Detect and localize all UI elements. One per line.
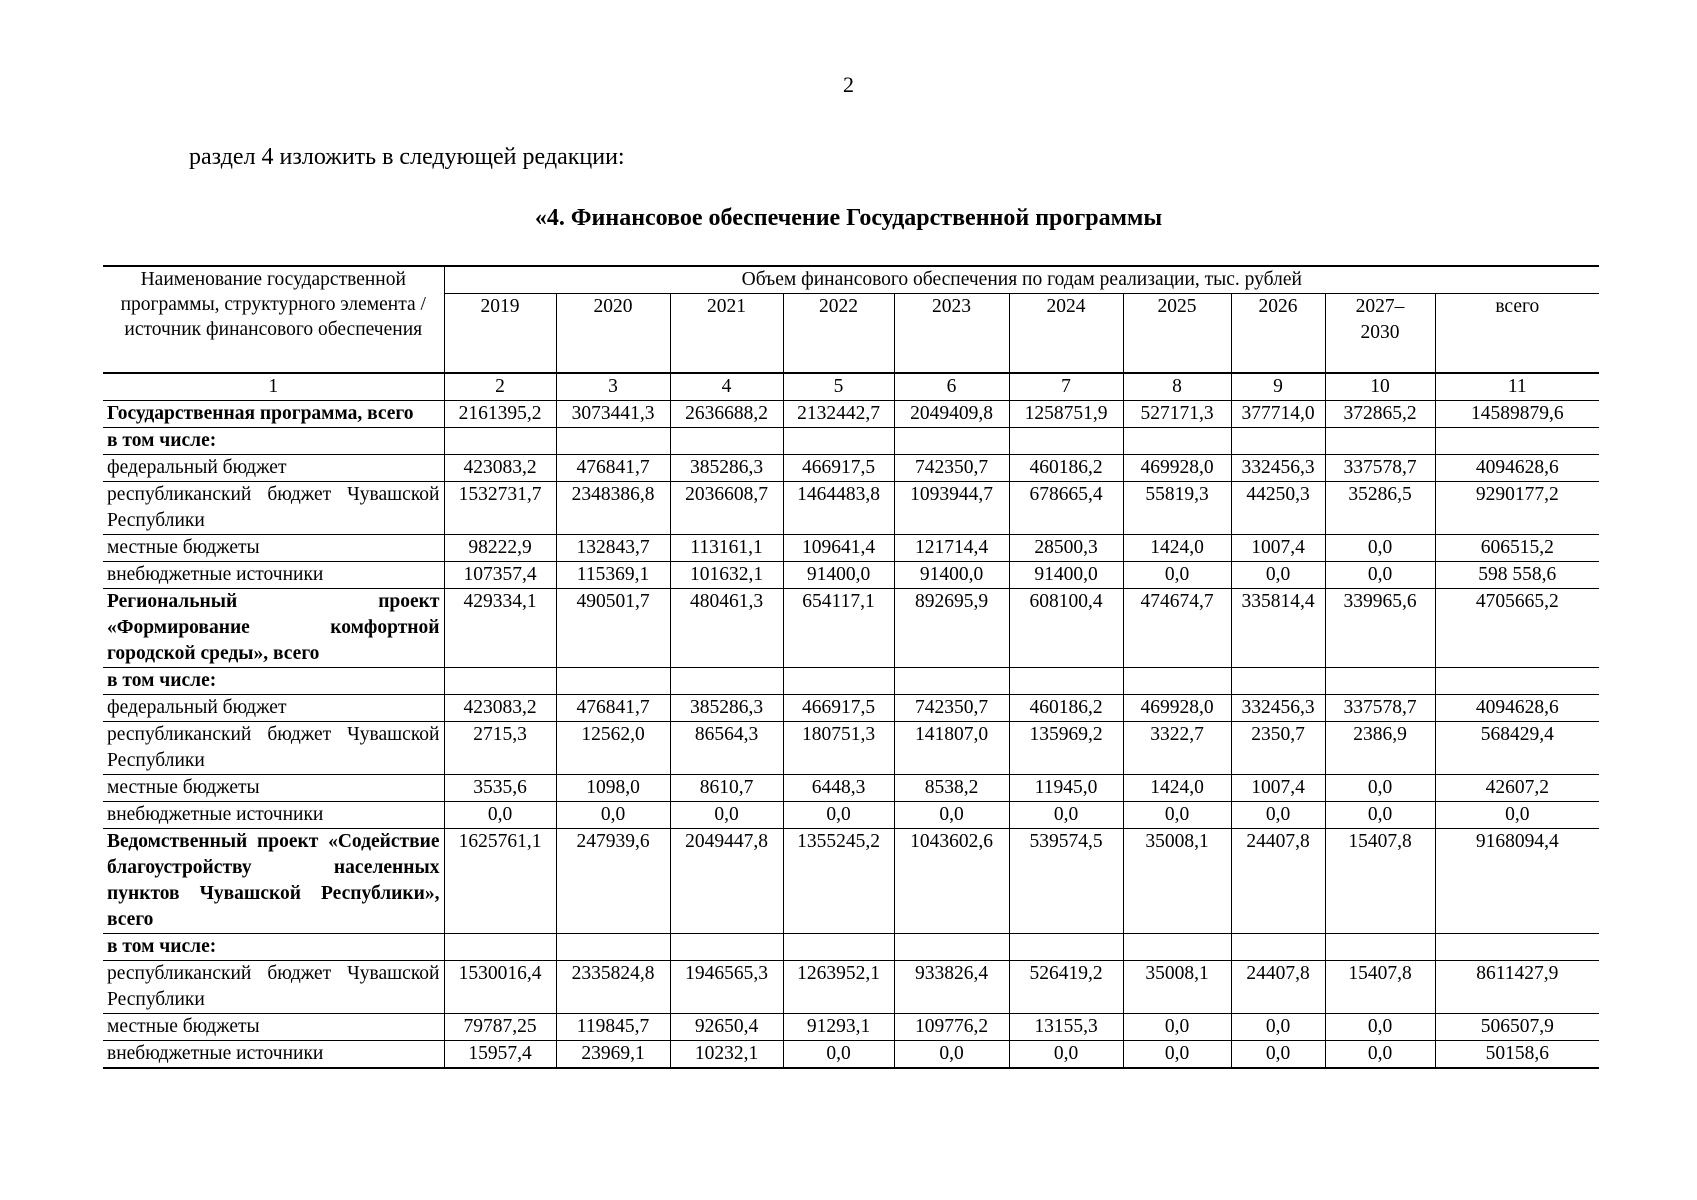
value-cell: 0,0 (1325, 535, 1435, 562)
table-row (103, 1041, 1599, 1069)
value-cell (894, 934, 1009, 961)
value-cell (1009, 428, 1123, 455)
value-cell: 1007,4 (1231, 535, 1325, 562)
row-name: республиканский бюджет Чувашской Республики (103, 961, 444, 1014)
value-cell: 0,0 (1009, 1041, 1123, 1069)
value-cell: 15407,8 (1325, 961, 1435, 1014)
value-cell: 9168094,4 (1435, 829, 1599, 934)
value-cell: 332456,3 (1231, 695, 1325, 722)
row-name: внебюджетные источники (103, 802, 444, 829)
value-cell (556, 428, 670, 455)
value-cell: 2715,3 (444, 722, 556, 775)
value-cell: 3073441,3 (556, 401, 670, 428)
value-cell: 0,0 (1325, 802, 1435, 829)
value-cell: 24407,8 (1231, 829, 1325, 934)
value-cell: 1093944,7 (894, 482, 1009, 535)
value-cell (670, 428, 783, 455)
value-cell: 526419,2 (1009, 961, 1123, 1014)
value-cell: 113161,1 (670, 535, 783, 562)
value-cell: 460186,2 (1009, 455, 1123, 482)
value-cell: 132843,7 (556, 535, 670, 562)
row-name: республиканский бюджет Чувашской Республики (103, 722, 444, 775)
section-title: «4. Финансовое обеспечение Государственной программы (534, 205, 1163, 231)
value-cell (894, 428, 1009, 455)
value-cell: 15407,8 (1325, 829, 1435, 934)
value-cell (1435, 668, 1599, 695)
value-cell: 2049447,8 (670, 829, 783, 934)
value-cell: 460186,2 (1009, 695, 1123, 722)
value-cell: 423083,2 (444, 455, 556, 482)
value-cell: 8610,7 (670, 775, 783, 802)
value-cell: 3322,7 (1123, 722, 1231, 775)
value-cell: 480461,3 (670, 589, 783, 668)
value-cell: 8611427,9 (1435, 961, 1599, 1014)
value-cell (894, 668, 1009, 695)
value-cell: 339965,6 (1325, 589, 1435, 668)
value-cell (1325, 934, 1435, 961)
value-cell: 606515,2 (1435, 535, 1599, 562)
value-cell: 1355245,2 (783, 829, 894, 934)
year-header: 2025 (1123, 294, 1231, 374)
value-cell: 423083,2 (444, 695, 556, 722)
value-cell: 0,0 (1231, 1041, 1325, 1069)
value-cell: 0,0 (1325, 1014, 1435, 1041)
value-cell: 91400,0 (783, 562, 894, 589)
value-cell: 0,0 (1123, 562, 1231, 589)
value-cell: 2132442,7 (783, 401, 894, 428)
table-row (103, 668, 1599, 695)
row-name: внебюджетные источники (103, 562, 444, 589)
value-cell: 135969,2 (1009, 722, 1123, 775)
value-cell: 1625761,1 (444, 829, 556, 934)
value-cell: 55819,3 (1123, 482, 1231, 535)
value-cell: 107357,4 (444, 562, 556, 589)
value-cell: 476841,7 (556, 455, 670, 482)
year-header: 2020 (556, 294, 670, 374)
value-cell: 1043602,6 (894, 829, 1009, 934)
row-name: в том числе: (103, 934, 444, 961)
value-cell: 4094628,6 (1435, 695, 1599, 722)
value-cell: 539574,5 (1009, 829, 1123, 934)
value-cell (1325, 428, 1435, 455)
value-cell: 337578,7 (1325, 695, 1435, 722)
value-cell: 0,0 (1123, 1041, 1231, 1069)
value-cell: 678665,4 (1009, 482, 1123, 535)
row-name: в том числе: (103, 428, 444, 455)
value-cell: 332456,3 (1231, 455, 1325, 482)
table-row (103, 961, 1599, 1014)
table-row (103, 934, 1599, 961)
value-cell (1325, 668, 1435, 695)
year-header: 2026 (1231, 294, 1325, 374)
row-name: в том числе: (103, 668, 444, 695)
value-cell: 2636688,2 (670, 401, 783, 428)
value-cell: 335814,4 (1231, 589, 1325, 668)
value-cell: 892695,9 (894, 589, 1009, 668)
value-cell: 86564,3 (670, 722, 783, 775)
column-number: 8 (1123, 373, 1231, 401)
year-header: 2022 (783, 294, 894, 374)
value-cell: 141807,0 (894, 722, 1009, 775)
value-cell (783, 428, 894, 455)
financing-table (103, 265, 1599, 1069)
value-cell: 0,0 (894, 802, 1009, 829)
value-cell (670, 668, 783, 695)
value-cell (1435, 428, 1599, 455)
value-cell: 10232,1 (670, 1041, 783, 1069)
value-cell: 1946565,3 (670, 961, 783, 1014)
value-cell (556, 668, 670, 695)
value-cell: 2386,9 (1325, 722, 1435, 775)
value-cell: 0,0 (444, 802, 556, 829)
column-number: 10 (1325, 373, 1435, 401)
value-cell: 0,0 (1231, 1014, 1325, 1041)
table-row (103, 589, 1599, 668)
year-header: 2021 (670, 294, 783, 374)
column-number: 2 (444, 373, 556, 401)
value-cell: 92650,4 (670, 1014, 783, 1041)
value-cell: 598 558,6 (1435, 562, 1599, 589)
value-cell: 50158,6 (1435, 1041, 1599, 1069)
value-cell: 429334,1 (444, 589, 556, 668)
value-cell (1009, 668, 1123, 695)
table-row (103, 535, 1599, 562)
value-cell: 0,0 (1231, 802, 1325, 829)
value-cell: 1424,0 (1123, 775, 1231, 802)
table-row (103, 401, 1599, 428)
value-cell: 0,0 (1009, 802, 1123, 829)
table-row (103, 428, 1599, 455)
value-cell: 15957,4 (444, 1041, 556, 1069)
value-cell: 469928,0 (1123, 695, 1231, 722)
table-row (103, 455, 1599, 482)
value-cell: 0,0 (1435, 802, 1599, 829)
value-cell: 3535,6 (444, 775, 556, 802)
value-cell: 119845,7 (556, 1014, 670, 1041)
table-row (103, 562, 1599, 589)
value-cell (783, 934, 894, 961)
value-cell: 14589879,6 (1435, 401, 1599, 428)
value-cell (1231, 934, 1325, 961)
value-cell: 24407,8 (1231, 961, 1325, 1014)
value-cell (783, 668, 894, 695)
value-cell: 466917,5 (783, 695, 894, 722)
table-row (103, 722, 1599, 775)
value-cell: 4705665,2 (1435, 589, 1599, 668)
row-name: местные бюджеты (103, 1014, 444, 1041)
value-cell: 506507,9 (1435, 1014, 1599, 1041)
value-cell: 337578,7 (1325, 455, 1435, 482)
row-name: внебюджетные источники (103, 1041, 444, 1069)
column-number: 5 (783, 373, 894, 401)
row-name: федеральный бюджет (103, 455, 444, 482)
value-cell: 933826,4 (894, 961, 1009, 1014)
value-cell: 469928,0 (1123, 455, 1231, 482)
value-cell (1123, 428, 1231, 455)
row-name: Государственная программа, всего (103, 401, 444, 428)
value-cell (1123, 668, 1231, 695)
value-cell: 180751,3 (783, 722, 894, 775)
table-row (103, 802, 1599, 829)
value-cell: 115369,1 (556, 562, 670, 589)
value-cell: 28500,3 (1009, 535, 1123, 562)
value-cell: 1424,0 (1123, 535, 1231, 562)
year-header: 2019 (444, 294, 556, 374)
value-cell: 2335824,8 (556, 961, 670, 1014)
value-cell: 654117,1 (783, 589, 894, 668)
value-cell: 0,0 (1231, 562, 1325, 589)
column-number: 7 (1009, 373, 1123, 401)
value-cell: 2161395,2 (444, 401, 556, 428)
header-row-top (103, 266, 1599, 294)
value-cell: 385286,3 (670, 695, 783, 722)
row-name: Региональный проект «Формирование комфортной городской среды», всего (103, 589, 444, 668)
value-cell: 121714,4 (894, 535, 1009, 562)
value-cell: 0,0 (1123, 802, 1231, 829)
value-cell: 1532731,7 (444, 482, 556, 535)
value-cell: 6448,3 (783, 775, 894, 802)
value-cell: 0,0 (670, 802, 783, 829)
page-number: 2 (843, 72, 854, 97)
volume-header: Объем финансового обеспечения по годам реализации, тыс. рублей (444, 266, 1599, 294)
value-cell: 11945,0 (1009, 775, 1123, 802)
row-name: республиканский бюджет Чувашской Республики (103, 482, 444, 535)
value-cell: 2049409,8 (894, 401, 1009, 428)
value-cell (444, 668, 556, 695)
year-header: 2024 (1009, 294, 1123, 374)
value-cell: 385286,3 (670, 455, 783, 482)
value-cell: 98222,9 (444, 535, 556, 562)
value-cell: 91293,1 (783, 1014, 894, 1041)
value-cell: 44250,3 (1231, 482, 1325, 535)
value-cell: 568429,4 (1435, 722, 1599, 775)
column-number: 11 (1435, 373, 1599, 401)
value-cell: 35008,1 (1123, 961, 1231, 1014)
column-number-row (103, 373, 1599, 401)
value-cell: 1098,0 (556, 775, 670, 802)
value-cell: 9290177,2 (1435, 482, 1599, 535)
value-cell (1009, 934, 1123, 961)
year-header: всего (1435, 294, 1599, 374)
value-cell: 1007,4 (1231, 775, 1325, 802)
value-cell: 372865,2 (1325, 401, 1435, 428)
table-row (103, 1014, 1599, 1041)
value-cell: 23969,1 (556, 1041, 670, 1069)
row-name: местные бюджеты (103, 775, 444, 802)
column-number: 6 (894, 373, 1009, 401)
value-cell: 0,0 (556, 802, 670, 829)
value-cell: 1530016,4 (444, 961, 556, 1014)
value-cell (444, 428, 556, 455)
value-cell: 42607,2 (1435, 775, 1599, 802)
value-cell: 1258751,9 (1009, 401, 1123, 428)
table-row (103, 482, 1599, 535)
value-cell (1231, 668, 1325, 695)
value-cell: 0,0 (1325, 1041, 1435, 1069)
table-row (103, 829, 1599, 934)
value-cell: 0,0 (1325, 562, 1435, 589)
value-cell: 79787,25 (444, 1014, 556, 1041)
value-cell: 742350,7 (894, 455, 1009, 482)
value-cell: 13155,3 (1009, 1014, 1123, 1041)
value-cell: 109776,2 (894, 1014, 1009, 1041)
value-cell: 12562,0 (556, 722, 670, 775)
value-cell: 8538,2 (894, 775, 1009, 802)
value-cell: 0,0 (783, 1041, 894, 1069)
value-cell: 476841,7 (556, 695, 670, 722)
column-number: 4 (670, 373, 783, 401)
value-cell: 2036608,7 (670, 482, 783, 535)
value-cell: 608100,4 (1009, 589, 1123, 668)
column-number: 1 (103, 373, 444, 401)
value-cell: 109641,4 (783, 535, 894, 562)
value-cell: 101632,1 (670, 562, 783, 589)
value-cell (1435, 934, 1599, 961)
row-name: местные бюджеты (103, 535, 444, 562)
value-cell: 2348386,8 (556, 482, 670, 535)
value-cell (444, 934, 556, 961)
column-number: 9 (1231, 373, 1325, 401)
intro-text: раздел 4 изложить в следующей редакции: (189, 144, 625, 170)
table-row (103, 695, 1599, 722)
value-cell: 1263952,1 (783, 961, 894, 1014)
value-cell: 742350,7 (894, 695, 1009, 722)
year-header: 2027– 2030 (1325, 294, 1435, 374)
column-number: 3 (556, 373, 670, 401)
value-cell: 0,0 (894, 1041, 1009, 1069)
value-cell: 474674,7 (1123, 589, 1231, 668)
value-cell: 247939,6 (556, 829, 670, 934)
table-row (103, 775, 1599, 802)
value-cell: 2350,7 (1231, 722, 1325, 775)
value-cell: 466917,5 (783, 455, 894, 482)
value-cell: 0,0 (783, 802, 894, 829)
value-cell: 377714,0 (1231, 401, 1325, 428)
value-cell: 1464483,8 (783, 482, 894, 535)
value-cell: 91400,0 (1009, 562, 1123, 589)
value-cell: 0,0 (1123, 1014, 1231, 1041)
name-column-header: Наименование государственной программы, структурного элемента / источник финансового обеспечения (103, 266, 444, 373)
year-header: 2023 (894, 294, 1009, 374)
row-name: Ведомственный проект «Содействие благоустройству населенных пунктов Чувашской Республики», всего (103, 829, 444, 934)
value-cell: 0,0 (1325, 775, 1435, 802)
table-body (103, 401, 1599, 1069)
value-cell: 35286,5 (1325, 482, 1435, 535)
value-cell: 4094628,6 (1435, 455, 1599, 482)
value-cell (1123, 934, 1231, 961)
row-name: федеральный бюджет (103, 695, 444, 722)
value-cell (556, 934, 670, 961)
value-cell (1231, 428, 1325, 455)
value-cell: 490501,7 (556, 589, 670, 668)
value-cell (670, 934, 783, 961)
value-cell: 91400,0 (894, 562, 1009, 589)
value-cell: 35008,1 (1123, 829, 1231, 934)
value-cell: 527171,3 (1123, 401, 1231, 428)
